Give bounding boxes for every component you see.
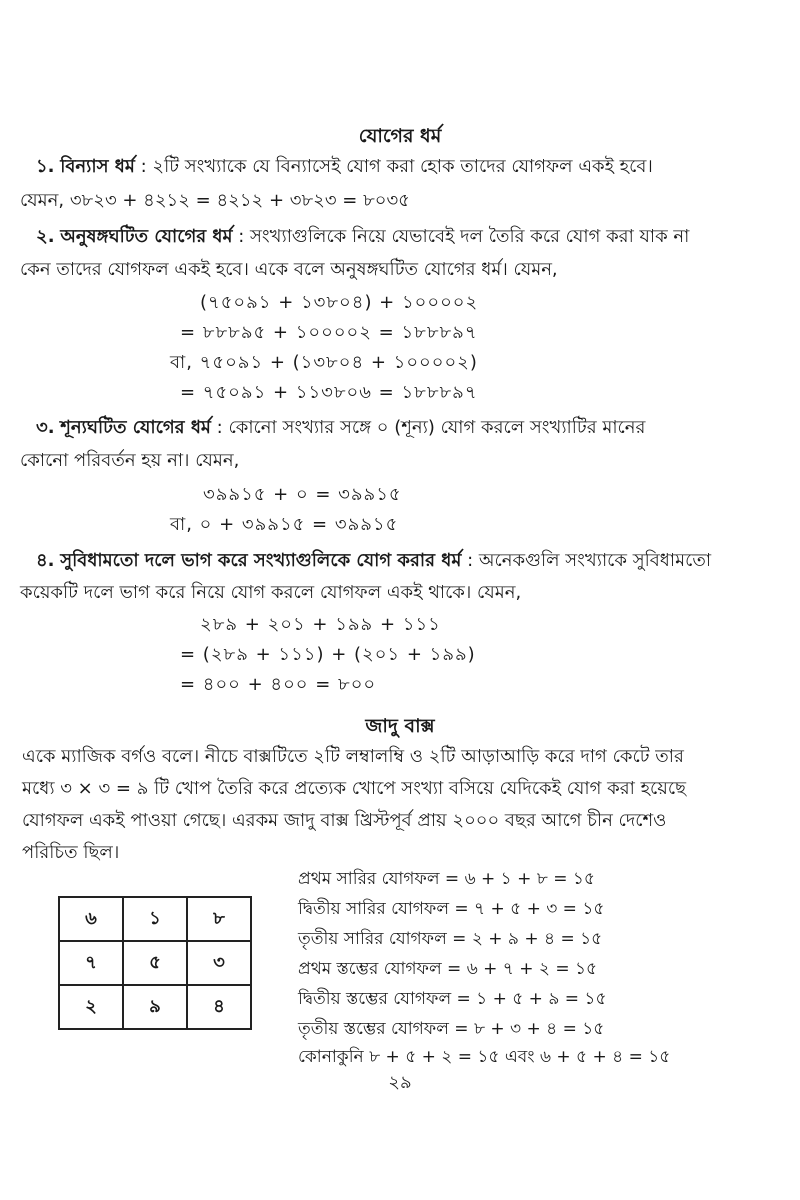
equation: = ৪০০ + ৪০০ = ৮০০ — [180, 674, 377, 695]
magic-cell: ৭ — [59, 941, 123, 985]
sum-line: তৃতীয় স্তম্ভের যোগফল = ৮ + ৩ + ৪ = ১৫ — [298, 1019, 605, 1039]
property-1 — [36, 152, 653, 183]
equation: ৩৯৯১৫ + ০ = ৩৯৯১৫ — [203, 484, 402, 505]
property-2 — [36, 222, 689, 253]
property-4-text-cont: কয়েকটি দলে ভাগ করে নিয়ে যোগ করলে যোগফল একই থাকে। যেমন, — [20, 582, 522, 603]
magic-square-row — [59, 985, 251, 1029]
property-4 — [36, 546, 711, 577]
magic-square-row — [59, 941, 251, 985]
property-2-text-cont: কেন তাদের যোগফল একই হবে। একে বলে অনুষঙ্গঘটিত যোগের ধর্ম। যেমন, — [20, 259, 558, 280]
magic-paragraph-line: একে ম্যাজিক বর্গও বলে। নীচে বাক্সটিতে ২টি লম্বালম্বি ও ২টি আড়াআড়ি করে দাগ কেটে তার — [22, 746, 684, 767]
property-3-text: : কোনো সংখ্যার সঙ্গে ০ (শূন্য) যোগ করলে সংখ্যাটির মানের — [216, 417, 646, 438]
equation: ২৮৯ + ২০১ + ১৯৯ + ১১১ — [200, 614, 441, 635]
sum-line: তৃতীয় সারির যোগফল = ২ + ৯ + ৪ = ১৫ — [298, 929, 603, 949]
property-3-text-cont: কোনো পরিবর্তন হয় না। যেমন, — [20, 450, 240, 471]
equation: = ৮৮৮৯৫ + ১০০০০২ = ১৮৮৮৯৭ — [180, 322, 478, 343]
sum-line: প্রথম স্তম্ভের যোগফল = ৬ + ৭ + ২ = ১৫ — [298, 959, 598, 979]
sum-line: দ্বিতীয় সারির যোগফল = ৭ + ৫ + ৩ = ১৫ — [298, 899, 605, 919]
magic-square-row — [59, 897, 251, 941]
property-1-text: : ২টি সংখ্যাকে যে বিন্যাসেই যোগ করা হোক তাদের যোগফল একই হবে। — [140, 156, 653, 177]
equation: = (২৮৯ + ১১১) + (২০১ + ১৯৯) — [180, 644, 476, 665]
property-4-number: ৪. — [36, 550, 55, 571]
page-number: ২৯ — [388, 1072, 412, 1093]
equation: বা, ৭৫০৯১ + (১৩৮০৪ + ১০০০০২) — [170, 352, 478, 373]
section-title-magic-box: জাদু বাক্স — [365, 715, 435, 737]
equation: (৭৫০৯১ + ১৩৮০৪) + ১০০০০২ — [200, 292, 479, 313]
magic-cell: ৫ — [123, 941, 187, 985]
property-2-number: ২. — [36, 226, 55, 247]
magic-cell: ৩ — [187, 941, 251, 985]
property-1-name: বিন্যাস ধর্ম — [60, 156, 135, 177]
magic-paragraph-line: পরিচিত ছিল। — [22, 842, 120, 863]
sum-line: দ্বিতীয় স্তম্ভের যোগফল = ১ + ৫ + ৯ = ১৫ — [298, 989, 607, 1009]
equation: বা, ০ + ৩৯৯১৫ = ৩৯৯১৫ — [170, 514, 399, 535]
property-3-number: ৩. — [36, 417, 55, 438]
section-title-addition-properties: যোগের ধর্ম — [358, 125, 442, 147]
property-3-name: শূন্যঘটিত যোগের ধর্ম — [60, 417, 211, 438]
sum-line: কোনাকুনি ৮ + ৫ + ২ = ১৫ এবং ৬ + ৫ + ৪ = ১৫ — [298, 1047, 671, 1067]
magic-paragraph-line: মধ্যে ৩ × ৩ = ৯ টি খোপ তৈরি করে প্রত্যেক খোপে সংখ্যা বসিয়ে যেদিকেই যোগ করা হয়েছে — [22, 778, 687, 799]
sum-line: প্রথম সারির যোগফল = ৬ + ১ + ৮ = ১৫ — [298, 869, 595, 889]
magic-paragraph-line: যোগফল একই পাওয়া গেছে। এরকম জাদু বাক্স খ্রিস্টপূর্ব প্রায় ২০০০ বছর আগে চীন দেশেও — [22, 810, 667, 831]
magic-cell: ৯ — [123, 985, 187, 1029]
property-3 — [36, 413, 645, 444]
magic-cell: ৮ — [187, 897, 251, 941]
property-4-name: সুবিধামতো দলে ভাগ করে সংখ্যাগুলিকে যোগ করার ধর্ম — [60, 550, 462, 571]
property-2-text: : সংখ্যাগুলিকে নিয়ে যেভাবেই দল তৈরি করে যোগ করা যাক না — [238, 226, 690, 247]
magic-cell: ১ — [123, 897, 187, 941]
magic-cell: ৬ — [59, 897, 123, 941]
magic-square — [58, 896, 252, 1030]
property-4-text: : অনেকগুলি সংখ্যাকে সুবিধামতো — [467, 550, 712, 571]
property-1-example: যেমন, ৩৮২৩ + ৪২১২ = ৪২১২ + ৩৮২৩ = ৮০৩৫ — [20, 190, 410, 211]
magic-cell: ২ — [59, 985, 123, 1029]
magic-cell: ৪ — [187, 985, 251, 1029]
property-2-name: অনুষঙ্গঘটিত যোগের ধর্ম — [60, 226, 233, 247]
property-1-number: ১. — [36, 156, 55, 177]
equation: = ৭৫০৯১ + ১১৩৮০৬ = ১৮৮৮৯৭ — [180, 382, 478, 403]
